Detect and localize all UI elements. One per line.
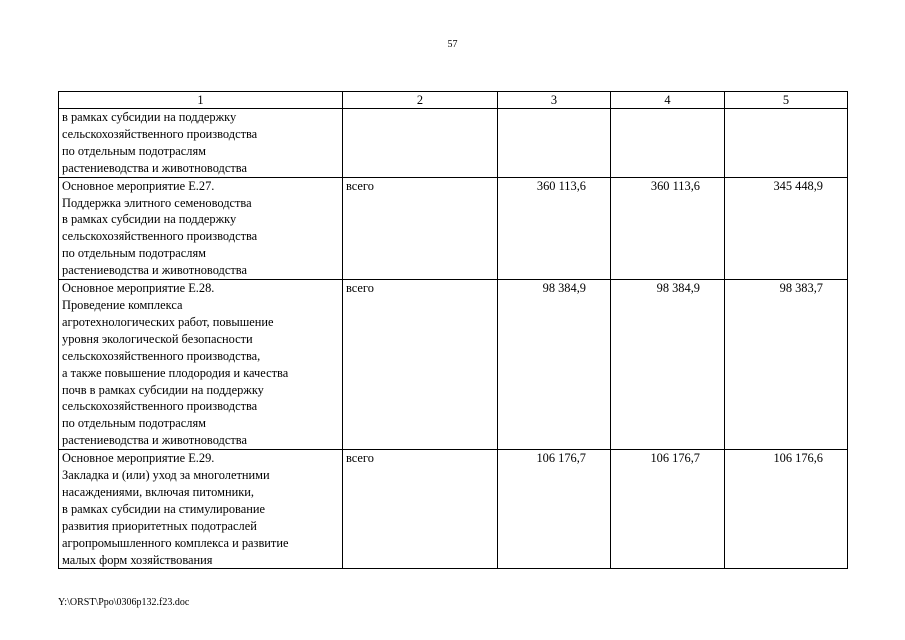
value-col5: 98 383,7	[725, 280, 848, 450]
description-line: по отдельным подотраслям	[62, 143, 207, 158]
table-row	[59, 280, 848, 450]
description-line: сельскохозяйственного производства	[62, 126, 258, 141]
description-line: почв в рамках субсидии на поддержку	[62, 382, 264, 397]
header-cell-5: 5	[725, 92, 848, 109]
description-line: в рамках субсидии на стимулирование	[62, 501, 265, 516]
description-line: а также повышение плодородия и качества	[62, 365, 289, 380]
value-col5	[725, 109, 848, 178]
description-line: агротехнологических работ, повышение	[62, 314, 274, 329]
description-line: сельскохозяйственного производства	[62, 399, 258, 414]
description-line: Закладка и (или) уход за многолетними	[62, 468, 270, 483]
description-line: насаждениями, включая питомники,	[62, 484, 254, 499]
value-col3: 360 113,6	[498, 177, 611, 279]
description-line: развития приоритетных подотраслей	[62, 518, 257, 533]
value-col3: 98 384,9	[498, 280, 611, 450]
description-line: малых форм хозяйствования	[62, 552, 213, 567]
header-cell-1: 1	[59, 92, 343, 109]
description-line: Основное мероприятие Е.29.	[62, 451, 215, 466]
value-col4: 106 176,7	[611, 450, 725, 569]
value-col4	[611, 109, 725, 178]
activity-description	[59, 109, 343, 178]
funding-source: всего	[343, 177, 498, 279]
funding-source: всего	[343, 450, 498, 569]
description-line: Основное мероприятие Е.27.	[62, 178, 215, 193]
table-row	[59, 177, 848, 279]
page-number: 57	[447, 39, 458, 50]
file-path-footer: Y:\ORST\Ppo\0306p132.f23.doc	[58, 597, 190, 608]
value-col5: 345 448,9	[725, 177, 848, 279]
value-col3	[498, 109, 611, 178]
value-col4: 360 113,6	[611, 177, 725, 279]
description-line: сельскохозяйственного производства,	[62, 348, 261, 363]
description-line: Проведение комплекса	[62, 297, 183, 312]
description-line: растениеводства и животноводства	[62, 160, 247, 175]
description-line: по отдельным подотраслям	[62, 416, 207, 431]
description-line: в рамках субсидии на поддержку	[62, 110, 237, 124]
activity-description	[59, 177, 343, 279]
description-line: в рамках субсидии на поддержку	[62, 212, 237, 227]
description-line: Основное мероприятие Е.28.	[62, 281, 215, 296]
value-col4: 98 384,9	[611, 280, 725, 450]
description-line: Поддержка элитного семеноводства	[62, 195, 252, 210]
header-cell-2: 2	[343, 92, 498, 109]
table-header-row	[59, 92, 848, 109]
budget-table	[58, 91, 848, 569]
description-line: агропромышленного комплекса и развитие	[62, 535, 289, 550]
header-cell-4: 4	[611, 92, 725, 109]
header-cell-3: 3	[498, 92, 611, 109]
table-row	[59, 109, 848, 178]
description-line: по отдельным подотраслям	[62, 246, 207, 261]
activity-description	[59, 450, 343, 569]
description-line: уровня экологической безопасности	[62, 331, 253, 346]
table-row	[59, 450, 848, 569]
description-line: растениеводства и животноводства	[62, 433, 247, 448]
value-col3: 106 176,7	[498, 450, 611, 569]
value-col5: 106 176,6	[725, 450, 848, 569]
description-line: сельскохозяйственного производства	[62, 229, 258, 244]
funding-source: всего	[343, 280, 498, 450]
description-line: растениеводства и животноводства	[62, 263, 247, 278]
activity-description	[59, 280, 343, 450]
funding-source	[343, 109, 498, 178]
